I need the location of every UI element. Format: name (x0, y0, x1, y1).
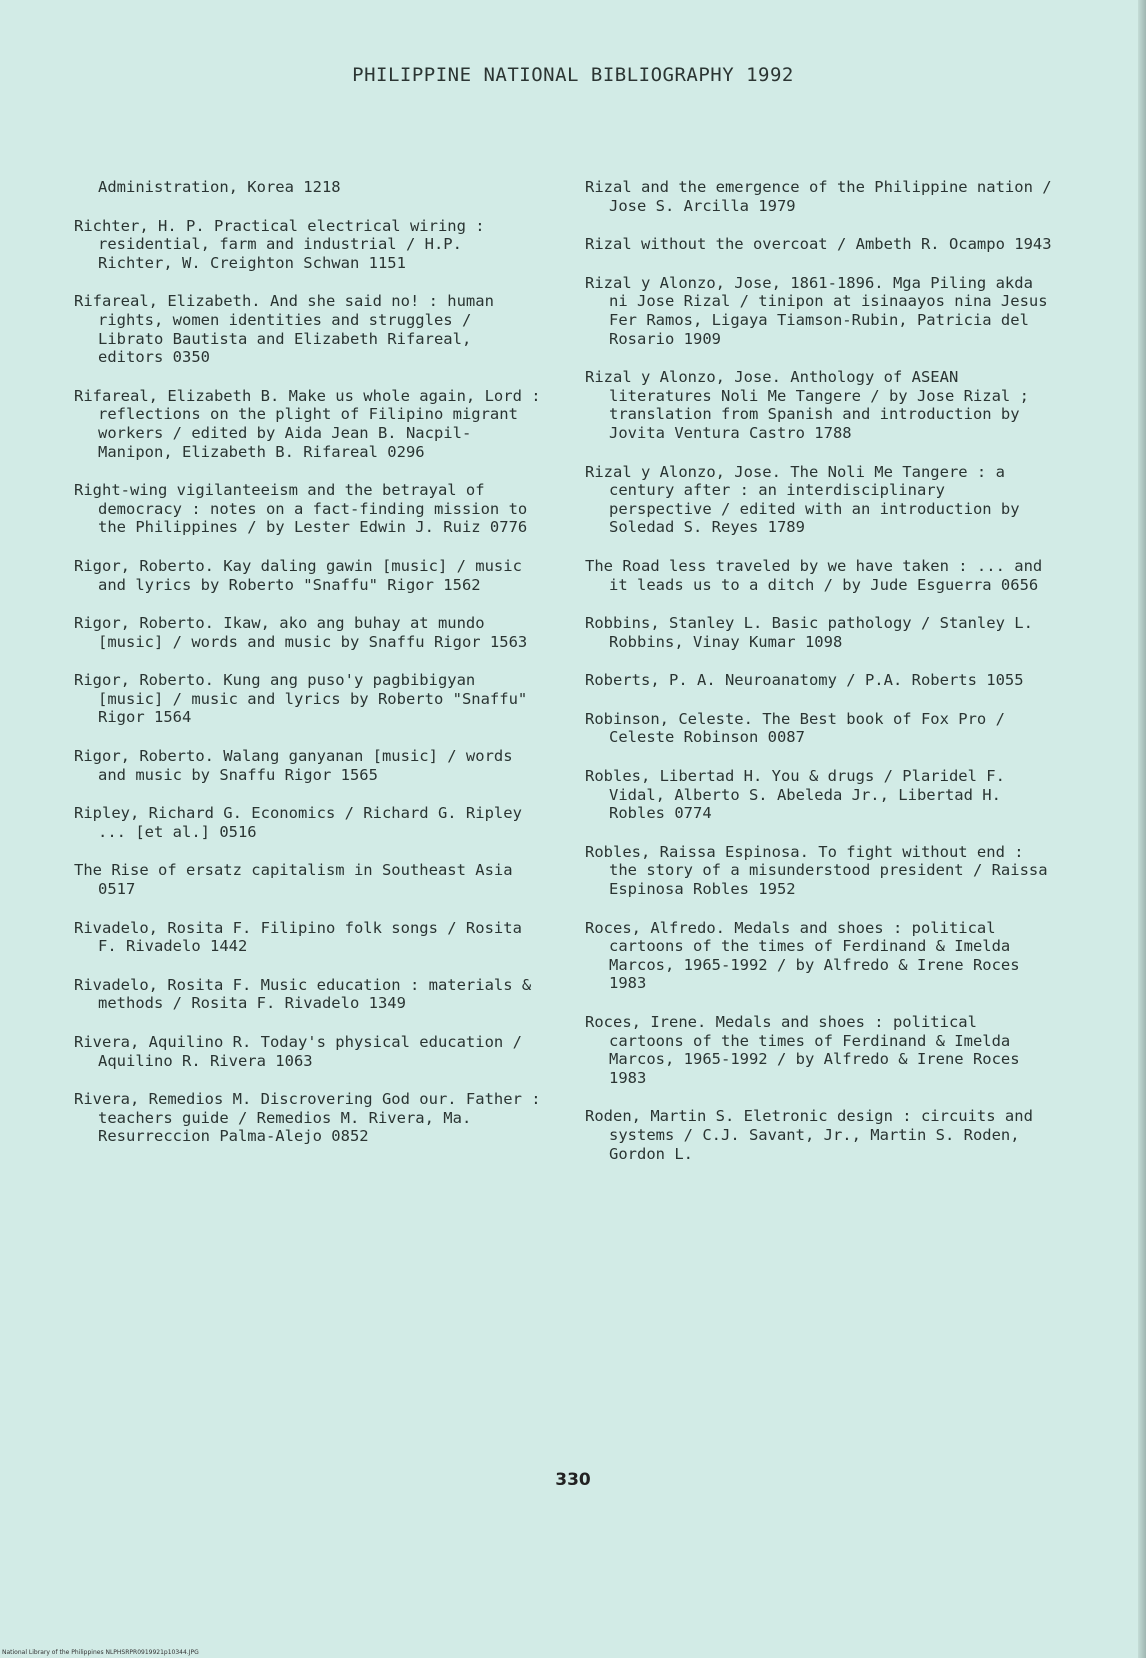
bibliography-entry: Rivera, Remedios M. Discrovering God our. Father : teachers guide / Remedios M. Rivera, Ma. Resurreccion Palma-Alejo 0852 (74, 1090, 550, 1146)
bibliography-entry: Rigor, Roberto. Kung ang puso'y pagbibigyan [music] / music and lyrics by Roberto "Snaffu" Rigor 1564 (74, 671, 537, 727)
page-header: PHILIPPINE NATIONAL BIBLIOGRAPHY 1992 (352, 64, 794, 86)
bibliography-entry: Roces, Alfredo. Medals and shoes : political cartoons of the times of Ferdinand & Imelda Marcos, 1965-1992 / by Alfredo & Irene Roces 1983 (585, 918, 1029, 993)
bibliography-entry: Roces, Irene. Medals and shoes : political cartoons of the times of Ferdinand & Imelda Marcos, 1965-1992 / by Alfredo & Irene Roces 1983 (585, 1013, 1029, 1087)
bibliography-entry: Rigor, Roberto. Walang ganyanan [music] / words and music by Snaffu Rigor 1565 (74, 747, 522, 784)
bibliography-entry: Rizal y Alonzo, Jose. The Noli Me Tangere : a century after : an interdisciplinary perspective / edited with an introduction by Soledad S. Reyes 1789 (585, 462, 1029, 537)
bibliography-entry: Rizal and the emergence of the Philippine nation / Jose S. Arcilla 1979 (585, 178, 1061, 215)
bibliography-entry: Rivera, Aquilino R. Today's physical education / Aquilino R. Rivera 1063 (74, 1033, 532, 1070)
bibliography-entry: Rizal y Alonzo, Jose, 1861-1896. Mga Piling akda ni Jose Rizal / tinipon at isinaayos nina Jesus Fer Ramos, Ligaya Tiamson-Rubin, Patricia del Rosario 1909 (585, 273, 1057, 348)
bibliography-entry: Rizal y Alonzo, Jose. Anthology of ASEAN literatures Noli Me Tangere / by Jose Rizal ; translation from Spanish and introduction by Jovita Ventura Castro 1788 (585, 368, 1039, 442)
bibliography-entry: Roden, Martin S. Eletronic design : circuits and systems / C.J. Savant, Jr., Martin S. Roden, Gordon L. (585, 1107, 1043, 1163)
bibliography-entry: Robinson, Celeste. The Best book of Fox Pro / Celeste Robinson 0087 (585, 709, 1015, 747)
bibliography-entry: Robles, Libertad H. You & drugs / Plaridel F. Vidal, Alberto S. Abeleda Jr., Libertad H. Robles 0774 (585, 767, 1015, 823)
bibliography-entry: The Road less traveled by we have taken : ... and it leads us to a ditch / by Jude Esguerra 0656 (585, 556, 1052, 594)
bibliography-entry: Administration, Korea 1218 (98, 178, 341, 196)
right-column (585, 178, 1061, 1183)
bibliography-entry: Rigor, Roberto. Kay daling gawin [music] / music and lyrics by Roberto "Snaffu" Rigor 1562 (74, 556, 532, 594)
bibliography-entry: Rivadelo, Rosita F. Music education : materials & methods / Rosita F. Rivadelo 1349 (74, 975, 541, 1013)
bibliography-entry: Rivadelo, Rosita F. Filipino folk songs / Rosita F. Rivadelo 1442 (74, 918, 532, 956)
bibliography-entry: Rifareal, Elizabeth. And she said no! : human rights, women identities and struggles / Librato Bautista and Elizabeth Rifareal, editors 0350 (74, 292, 504, 367)
bibliography-entry: Robbins, Stanley L. Basic pathology / Stanley L. Robbins, Vinay Kumar 1098 (585, 614, 1043, 651)
bibliography-entry: Right-wing vigilanteeism and the betrayal of democracy : notes on a fact-finding mission to the Philippines / by Lester Edwin J. Ruiz 0776 (74, 481, 537, 537)
bibliography-entry: Richter, H. P. Practical electrical wiring : residential, farm and industrial / H.P. Richter, W. Creighton Schwan 1151 (74, 216, 494, 272)
bibliography-entry: Rizal without the overcoat / Ambeth R. Ocampo 1943 (585, 235, 1052, 254)
bibliography-entry: Ripley, Richard G. Economics / Richard G. Ripley ... [et al.] 0516 (74, 804, 532, 841)
bibliography-entry: Roberts, P. A. Neuroanatomy / P.A. Roberts 1055 (585, 671, 1024, 690)
page-number: 330 (555, 1470, 591, 1490)
left-column (74, 178, 550, 1166)
page-edge (1138, 0, 1146, 1658)
bibliography-entry: The Rise of ersatz capitalism in Southeast Asia 0517 (74, 861, 522, 899)
bibliography-entry: Rigor, Roberto. Ikaw, ako ang buhay at mundo [music] / words and music by Snaffu Rigor 1563 (74, 614, 528, 651)
scan-credit: National Library of the Philippines NLPHSRPR0919921p10344.JPG (2, 1649, 199, 1656)
bibliography-entry: Rifareal, Elizabeth B. Make us whole again, Lord : reflections on the plight of Filipino migrant workers / edited by Aida Jean B. Nacpil-Manipon, Elizabeth B. Rifareal 0296 (74, 386, 550, 461)
bibliography-entry: Robles, Raissa Espinosa. To fight without end : the story of a misunderstood president / Raissa Espinosa Robles 1952 (585, 842, 1057, 899)
